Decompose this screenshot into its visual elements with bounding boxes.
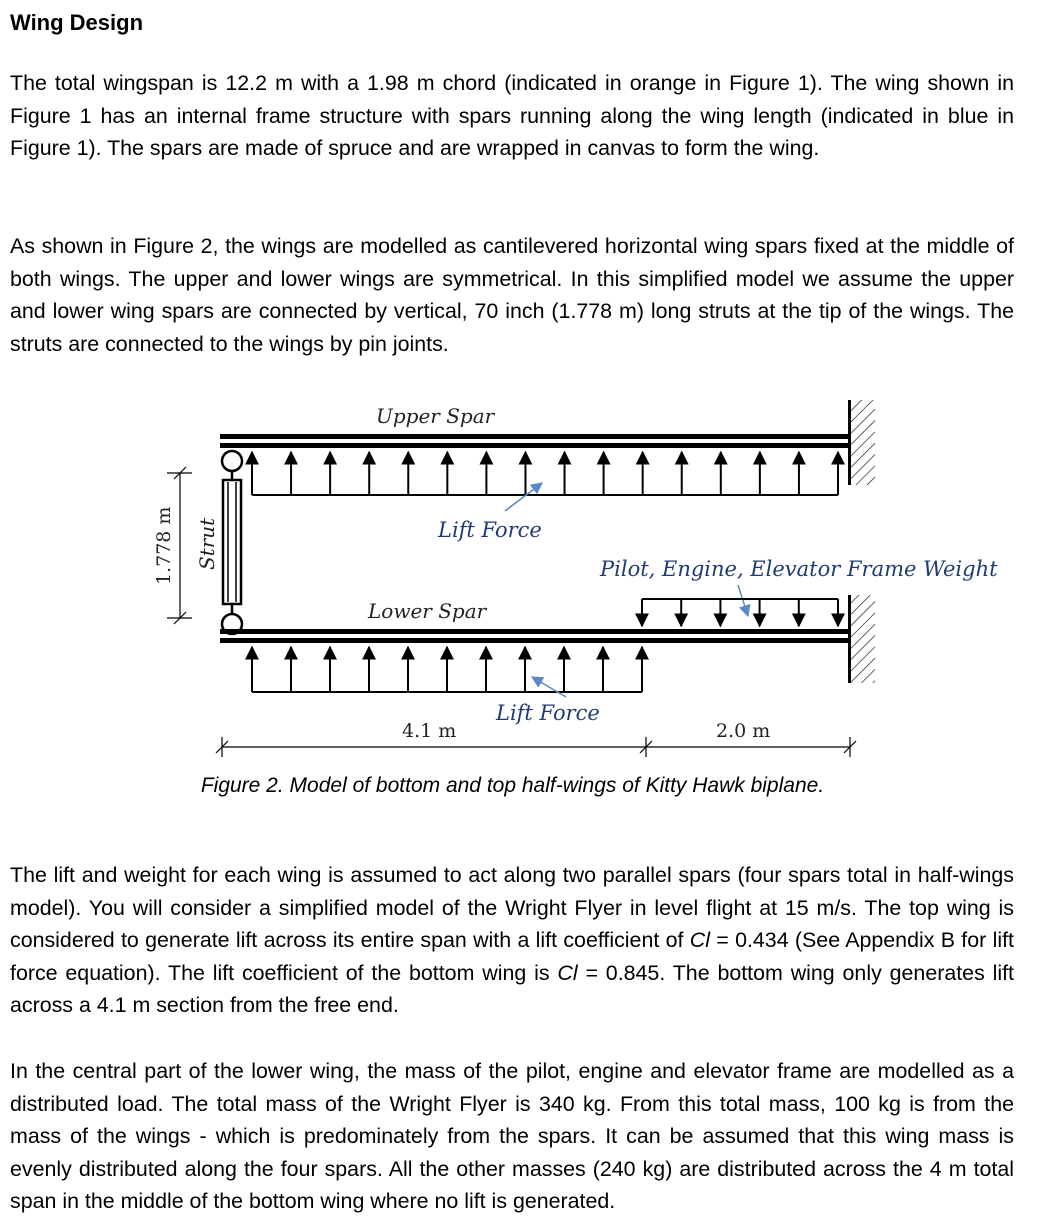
strut-label: Strut (195, 517, 219, 570)
figure-2-diagram (0, 390, 1053, 810)
upper-spar-label: Upper Spar (376, 404, 495, 428)
upper-spar (220, 434, 848, 448)
height-dimension-label: 1.778 m (153, 506, 175, 585)
paragraph-lift-part2: = 0.434 (See Appendix B for lift force equation). The lift coefficient of the bottom wing is (10, 928, 1014, 985)
lower-lift-pointer (532, 677, 566, 697)
section-heading: Wing Design (10, 10, 144, 35)
figure-caption: Figure 2. Model of bottom and top half-wings of Kitty Hawk biplane. (200, 774, 825, 797)
dim-label-right: 2.0 m (716, 720, 771, 742)
dim-label-left: 4.1 m (402, 720, 457, 742)
paragraph-lift (10, 859, 1014, 1022)
strut (222, 451, 242, 634)
paragraph-mass: In the central part of the lower wing, the mass of the pilot, engine and elevator frame are modelled as a distributed load. The total mass of the Wright Flyer is 340 kg. From this total mass, 100 kg is from the mass of the wings - which is predominately from the spars. It can be assumed that this wing mass is evenly distributed along the four spars. All the other masses (240 kg) are distributed across the 4 m total span in the middle of the bottom wing where no lift is generated. (10, 1059, 1014, 1214)
lower-lift-label: Lift Force (496, 701, 600, 725)
upper-wall-support (848, 400, 875, 485)
lower-wall-support (848, 595, 875, 683)
weight-pointer (738, 585, 748, 616)
lower-lift-distributed-load (252, 647, 642, 692)
paragraph-lift-part3: = 0.845. The bottom wing only generates lift across a 4.1 m section from the free end. (10, 960, 1015, 1018)
paragraph-lift-part1: The lift and weight for each wing is assumed to act along two parallel spars (four spars total in half-wings model). You will consider a simplified model of the Wright Flyer in level flight at 15 m/s. The top wing is considered to generate lift across its entire span with a lift coefficient of (10, 863, 1014, 953)
weight-label: Pilot, Engine, Elevator Frame Weight (600, 557, 998, 581)
weight-distributed-load (642, 599, 838, 626)
lower-spar-label: Lower Spar (368, 599, 487, 623)
paragraph-wingspan: The total wingspan is 12.2 m with a 1.98 m chord (indicated in orange in Figure 1). The wing shown in Figure 1 has an internal frame structure with spars running along the wing length (indicated in blue in Figure 1). The spars are made of spruce and are wrapped in canvas to form the wing. (10, 71, 1014, 161)
cl-symbol-top: Cl (689, 928, 710, 953)
upper-lift-pointer (505, 483, 542, 511)
paragraph-model: As shown in Figure 2, the wings are modelled as cantilevered horizontal wing spars fixed at the middle of both wings. The upper and lower wings are symmetrical. In this simplified model we assume the upper and lower wing spars are connected by vertical, 70 inch (1.778 m) long struts at the tip of the wings. The struts are connected to the wings by pin joints. (10, 234, 1014, 356)
upper-lift-label: Lift Force (438, 518, 542, 542)
lower-spar (220, 629, 848, 643)
wing-model-svg (0, 390, 1053, 790)
upper-lift-distributed-load (252, 452, 838, 495)
cl-symbol-bottom: Cl (557, 960, 578, 985)
